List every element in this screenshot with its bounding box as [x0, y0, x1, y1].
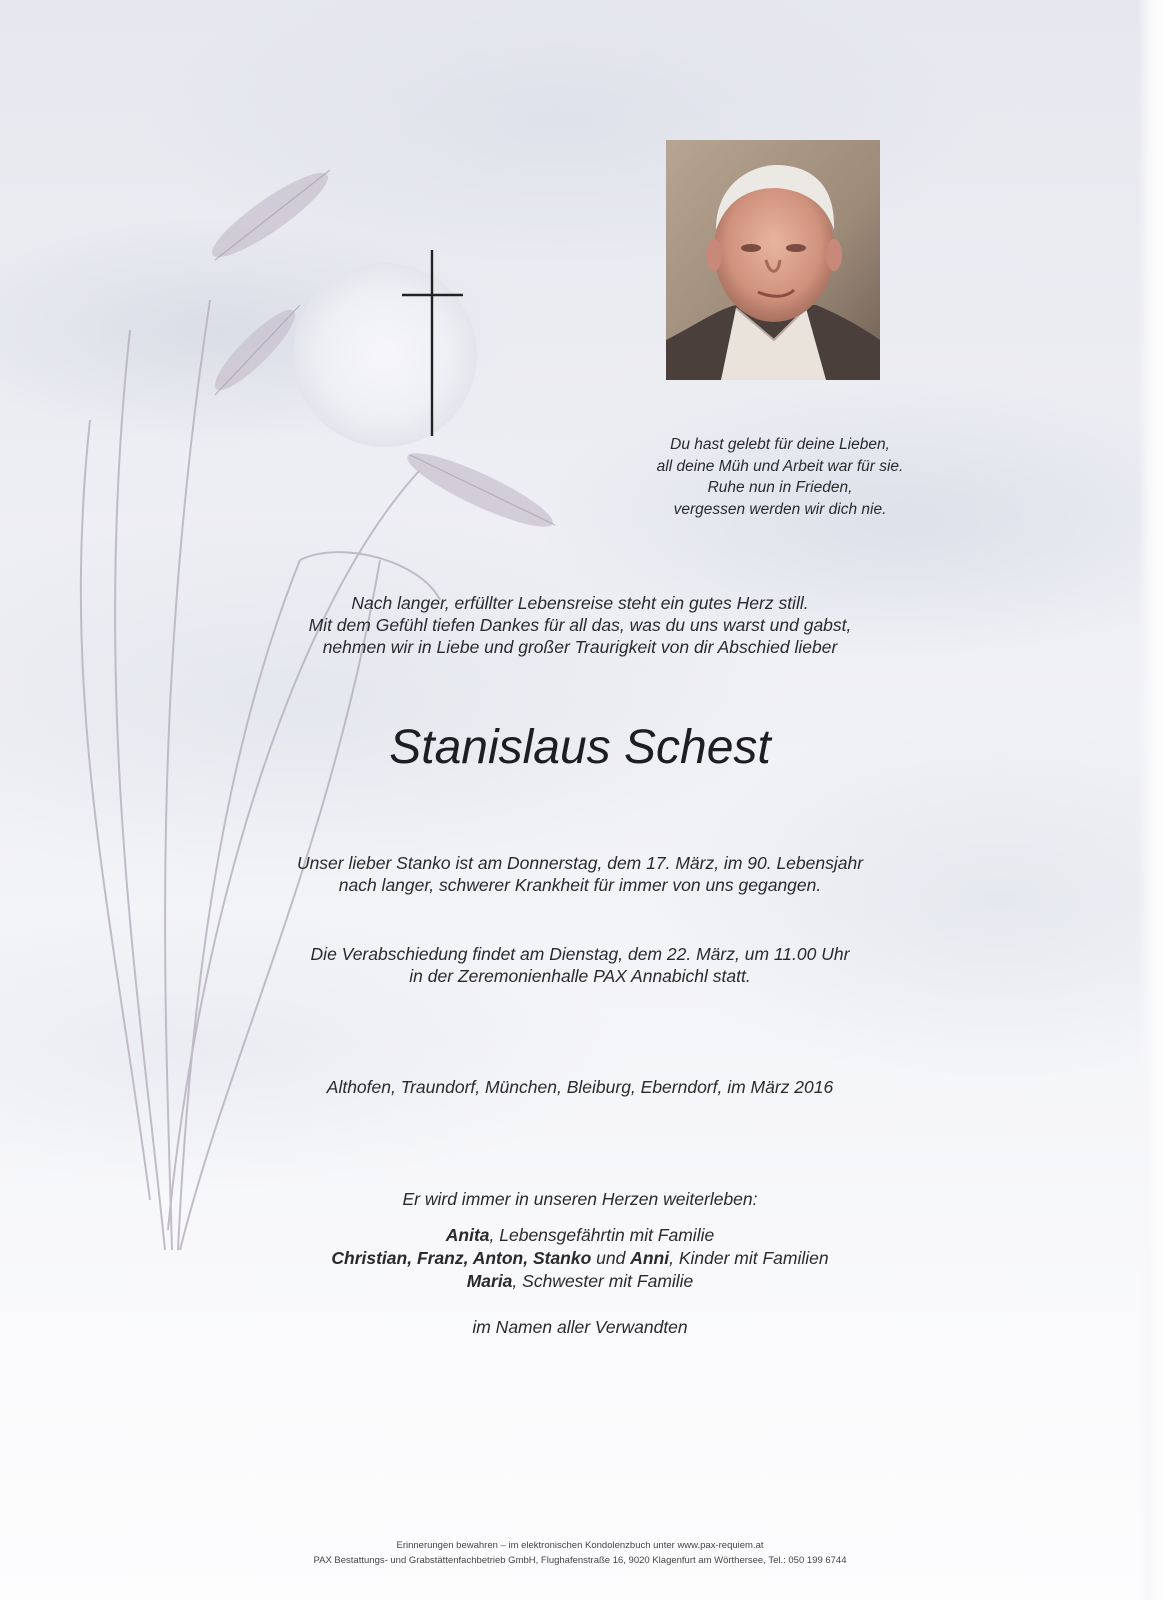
mourner-name: Christian, Franz, Anton, Stanko — [331, 1248, 592, 1268]
paper-edge — [1138, 0, 1164, 1600]
mourner-name: Anni — [630, 1248, 670, 1268]
farewell-line: in der Zeremonienhalle PAX Annabichl statt. — [409, 966, 751, 986]
intro-line: nehmen wir in Liebe und großer Traurigkeit von dir Abschied lieber — [322, 637, 838, 657]
intro-line: Nach langer, erfüllter Lebensreise steht ein gutes Herz still. — [351, 593, 809, 613]
poem-line: Ruhe nun in Frieden, — [707, 479, 853, 496]
moon-disc — [293, 263, 477, 447]
footer-condolence: Erinnerungen bewahren – im elektronischen Kondolenzbuch unter www.pax-requiem.at — [396, 1540, 764, 1551]
poem-line: Du hast gelebt für deine Lieben, — [670, 436, 890, 453]
deceased-name: Stanislaus Schest — [389, 721, 771, 774]
mourner-name: Anita — [445, 1225, 490, 1245]
mourner-relation: , Schwester mit Familie — [512, 1271, 694, 1291]
place-date: Althofen, Traundorf, München, Bleiburg, Eberndorf, im März 2016 — [326, 1077, 834, 1097]
footer-company: PAX Bestattungs- und Grabstättenfachbetrieb GmbH, Flughafenstraße 16, 9020 Klagenfurt am Wörthersee, Tel.: 050 199 6744 — [313, 1555, 847, 1566]
intro-line: Mit dem Gefühl tiefen Dankes für all das, was du uns warst und gabst, — [308, 615, 852, 635]
passing-text — [200, 852, 960, 896]
mourner-relation: , Lebensgefährtin mit Familie — [489, 1225, 715, 1245]
passing-line: Unser lieber Stanko ist am Donnerstag, dem 17. März, im 90. Lebensjahr — [296, 853, 864, 873]
passing-line: nach langer, schwerer Krankheit für immer von uns gegangen. — [338, 875, 822, 895]
relatives-closing: im Namen aller Verwandten — [472, 1317, 688, 1337]
poem-line: vergessen werden wir dich nie. — [673, 500, 887, 518]
intro-text — [200, 592, 960, 658]
mourner-line — [200, 1247, 960, 1270]
poem-line: all deine Müh und Arbeit war für sie. — [656, 457, 904, 475]
mourner-line — [200, 1270, 960, 1293]
farewell-line: Die Verabschiedung findet am Dienstag, dem 22. März, um 11.00 Uhr — [310, 944, 850, 964]
farewell-text — [200, 943, 960, 987]
mourner-relation: , Kinder mit Familien — [669, 1248, 829, 1268]
mourner-line — [200, 1224, 960, 1247]
mourner-conjunction: und — [591, 1248, 631, 1268]
mourner-name: Maria — [466, 1271, 513, 1291]
mourners-list — [200, 1224, 960, 1293]
poem — [610, 434, 950, 520]
portrait-photo — [666, 140, 880, 380]
mourners-intro: Er wird immer in unseren Herzen weiterleben: — [402, 1189, 758, 1209]
